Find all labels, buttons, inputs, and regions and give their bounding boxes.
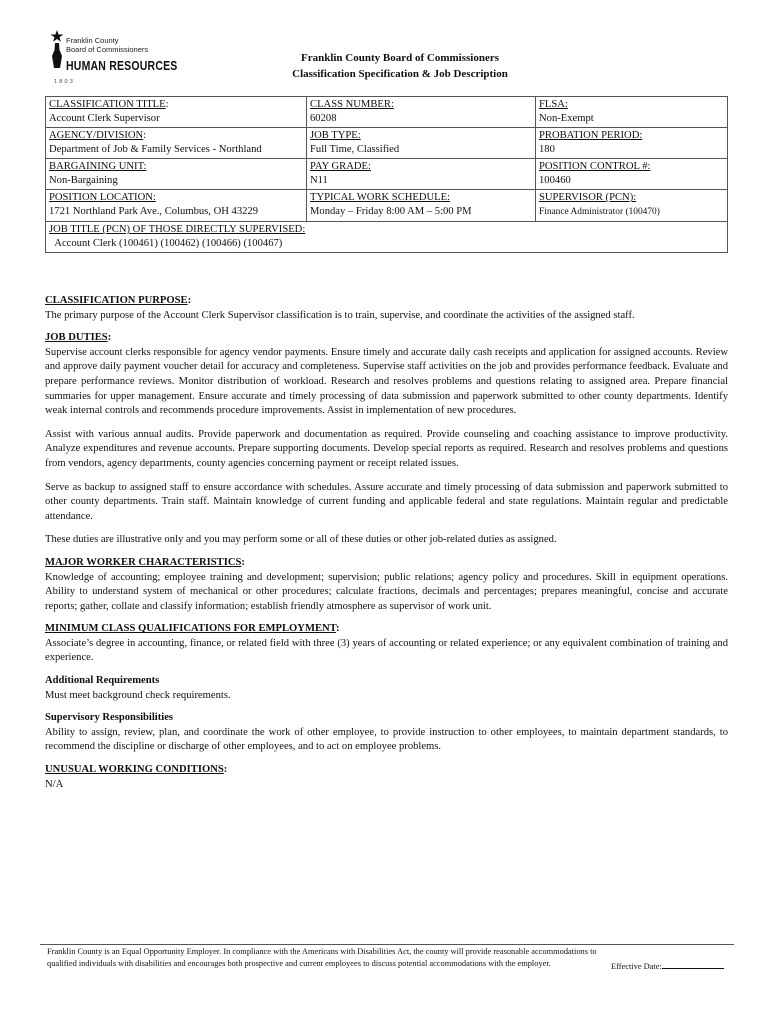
job-type-value: Full Time, Classified (310, 143, 400, 155)
pay-grade-cell: PAY GRADE: N11 (307, 159, 536, 190)
duties-paragraph-1: Supervise account clerks responsible for agency vendor payments. Ensure timely and accurate daily cash receipts and application for assigned accounts. Review and approve daily payment voucher detail for accuracy and completeness. Supervise staff activities on the job and provides performance feedback. Evaluate and prepare performance reviews. Monitor distribution of workload. Research and resolves problems and questions relating to assigned area. Prepare financial summaries for upper management. Ensure accurate and timely processing of data submission and paperwork submitted to other county departments. Identify weak internal controls and recommends procedure improvements. Assist in implementation of new procedures. (45, 346, 728, 417)
header-title: Franklin County Board of Commissioners (300, 52, 500, 64)
bargaining-value: Non-Bargaining (49, 174, 118, 186)
job-info-table (45, 96, 728, 253)
duties-paragraph-3: Serve as backup to assigned staff to ensure accordance with schedules. Assure accurate and timely processing of data submission and paperwork submitted to other county departments. Train staff. Maintain knowledge of current funding and applicable federal and state regulations. Maintain regular and predictable attendance. (45, 481, 728, 522)
probation-cell: PROBATION PERIOD: 180 (536, 128, 728, 159)
additional-text: Must meet background check requirements. (45, 689, 231, 701)
class-number-value: 60208 (310, 112, 337, 124)
effective-date (611, 959, 724, 973)
effective-date-blank (662, 959, 724, 969)
location-value: 1721 Northland Park Ave., Columbus, OH 43229 (49, 205, 259, 217)
supervisor-value: Finance Administrator (100470) (539, 206, 660, 217)
job-type-cell: JOB TYPE: Full Time, Classified (307, 128, 536, 159)
unusual-text: N/A (45, 778, 64, 790)
schedule-value: Monday – Friday 8:00 AM – 5:00 PM (310, 205, 472, 217)
bargaining-cell: BARGAINING UNIT: Non-Bargaining (46, 159, 307, 190)
document-header (230, 50, 570, 82)
position-control-cell: POSITION CONTROL #: 100460 (536, 159, 728, 190)
effective-date-label: Effective Date: (611, 962, 662, 971)
schedule-cell: TYPICAL WORK SCHEDULE: Monday – Friday 8:00 AM – 5:00 PM (307, 190, 536, 222)
franklin-county-logo (50, 30, 200, 85)
qualifications-text: Associate’s degree in accounting, finance, or related field with three (3) years of accounting or related experience; or any equivalent combination of training and experience. (45, 637, 728, 664)
logo-hr-text: HUMAN RESOURCES (66, 59, 178, 74)
county-emblem-icon (50, 30, 64, 68)
duties-heading: JOB DUTIES (45, 332, 108, 344)
qualifications-heading: MINIMUM CLASS QUALIFICATIONS FOR EMPLOYMENT (45, 623, 336, 635)
classification-title-cell: CLASSIFICATION TITLE: Account Clerk Supervisor (46, 97, 307, 128)
purpose-text: The primary purpose of the Account Clerk Supervisor classification is to train, supervise, and coordinate the activities of the assigned staff. (45, 309, 635, 321)
logo-county-text: Franklin County Board of Commissioners (66, 36, 149, 54)
duties-paragraph-4: These duties are illustrative only and you may perform some or all of these duties or other job-related duties as assigned. (45, 534, 557, 546)
flsa-value: Non-Exempt (539, 112, 594, 124)
agency-cell: AGENCY/DIVISION: Department of Job & Family Services - Northland (46, 128, 307, 159)
characteristics-heading: MAJOR WORKER CHARACTERISTICS (45, 556, 242, 568)
logo-year: 1803 (54, 79, 76, 85)
supervisory-heading: Supervisory Responsibilities (45, 712, 174, 724)
position-control-value: 100460 (539, 174, 571, 186)
duties-paragraph-2: Assist with various annual audits. Provide paperwork and documentation as required. Provide counseling and coaching assistance to improve productivity. Analyze expenditures and revenue accounts. Prepare supporting documents. Develop special reports as required. Research and resolves problems and questions from vendors, agency departments, county agencies concerning payment or receipt related issues. (45, 428, 728, 469)
document-body: CLASSIFICATION PURPOSE: The primary purpose of the Account Clerk Supervisor classification is to train, supervise, and coordinate the activities of the assigned staff. JOB DUTIES: Supervise account clerks responsible for agency vendor payments. Ensure timely and accurate daily cash receipts and application for assigned accounts. Review and approve daily payment voucher detail for accuracy and completeness. Supervise staff activities on the job and provides performance feedback. Evaluate and prepare performance reviews. Monitor distribution of workload. Research and resolves problems and questions relating to assigned area. Prepare financial summaries for upper management. Ensure accurate and timely processing of data submission and paperwork submitted to other county departments. Identify weak internal controls and recommends procedure improvements. Assist in implementation of new procedures. Assist with various annual audits. Provide paperwork and documentation as required. Provide counseling and coaching assistance to improve productivity. Analyze expenditures and revenue accounts. Prepare supporting documents. Develop special reports as required. Research and resolves problems and questions from vendors, agency departments, county agencies concerning payment or receipt related issues. Serve as backup to assigned staff to ensure accordance with schedules. Assure accurate and timely processing of data submission and paperwork submitted to other county departments. Train staff. Maintain knowledge of current funding and applicable federal and state regulations. Maintain regular and predictable attendance. These duties are illustrative only and you may perform some or all of these duties or other job-related duties as assigned. MAJOR WORKER CHARACTERISTICS: Knowledge of accounting; employee training and development; supervision; public relations; agency policy and procedures. Skill in equipment operations. Ability to understand system of mechanical or other procedures; calculate fractions, decimals and percentages; prepares meaningful, concise and accurate reports; gather, collate and classify information; establish friendly atmosphere as supervisor of work unit. MINIMUM CLASS QUALIFICATIONS FOR EMPLOYMENT: Associate’s degree in accounting, finance, or related field with three (3) years of accounting or related experience; or any equivalent combination of training and experience. Additional Requirements Must meet background check requirements. Supervisory Responsibilities Ability to assign, review, plan, and coordinate the work of other employee, to provide instruction to other employees, to maintain department standards, to recommend the discipline or discharge of other employees, and to act on employee problems. UNUSUAL WORKING CONDITIONS: N/A (45, 294, 728, 792)
header-subtitle: Classification Specification & Job Description (292, 68, 508, 80)
eeo-statement: Franklin County is an Equal Opportunity Employer. In compliance with the Americans with Disabilities Act, the county will provide reasonable accommodations to qualified individuals with disabilities and encourages both prospective and current employees to discuss potential accommodations with the employer. (47, 947, 597, 968)
supervised-cell: JOB TITLE (PCN) OF THOSE DIRECTLY SUPERVISED: Account Clerk (100461) (100462) (100466) (100467) (46, 222, 728, 253)
classification-title-value: Account Clerk Supervisor (49, 112, 160, 124)
unusual-heading: UNUSUAL WORKING CONDITIONS (45, 764, 224, 776)
flsa-cell: FLSA: Non-Exempt (536, 97, 728, 128)
footer-divider (40, 944, 734, 945)
probation-value: 180 (539, 143, 555, 155)
pay-grade-value: N11 (310, 174, 328, 186)
additional-heading: Additional Requirements (45, 675, 160, 687)
supervisor-cell: SUPERVISOR (PCN): Finance Administrator (100470) (536, 190, 728, 222)
purpose-heading: CLASSIFICATION PURPOSE (45, 295, 188, 306)
supervisory-text: Ability to assign, review, plan, and coordinate the work of other employee, to provide instruction to other employees, to maintain department standards, to recommend the discipline or discharge of other employees, and to act on employee problems. (45, 726, 728, 753)
characteristics-text: Knowledge of accounting; employee training and development; supervision; public relations; agency policy and procedures. Skill in equipment operations. Ability to understand system of mechanical or other procedures; calculate fractions, decimals and percentages; prepares meaningful, concise and accurate reports; gather, collate and classify information; establish friendly atmosphere as supervisor of work unit. (45, 571, 728, 612)
supervised-value: Account Clerk (100461) (100462) (100466) (100467) (54, 237, 283, 249)
class-number-cell: CLASS NUMBER: 60208 (307, 97, 536, 128)
agency-value: Department of Job & Family Services - Northland (49, 143, 262, 155)
location-cell: POSITION LOCATION: 1721 Northland Park Ave., Columbus, OH 43229 (46, 190, 307, 222)
